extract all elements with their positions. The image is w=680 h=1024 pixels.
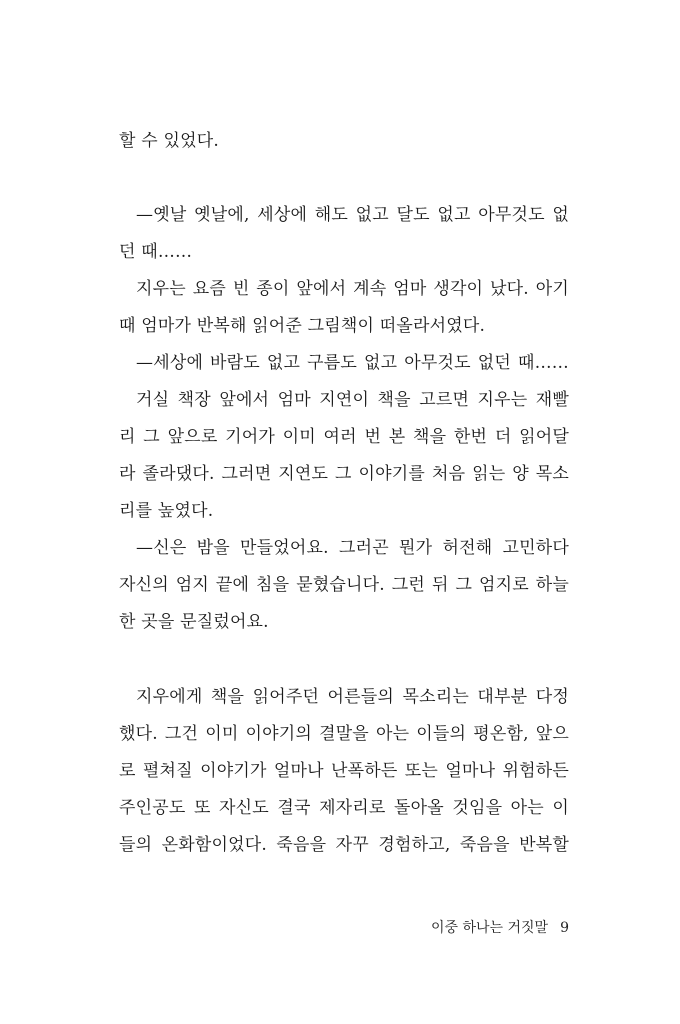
- text-line: 들의 온화함이었다. 죽음을 자꾸 경험하고, 죽음을 반복할: [119, 835, 569, 855]
- text-line: 했다. 그건 이미 이야기의 결말을 아는 이들의 평온함, 앞으: [119, 724, 569, 744]
- text-line: 주인공도 또 자신도 결국 제자리로 돌아올 것임을 아는 이: [119, 798, 569, 818]
- text-line: 로 펼쳐질 이야기가 얼마나 난폭하든 또는 얼마나 위험하든: [119, 761, 569, 781]
- text-line: 라 졸라댔다. 그러면 지연도 그 이야기를 처음 읽는 양 목소: [119, 464, 569, 484]
- text-line: 리 그 앞으로 기어가 이미 여러 번 본 책을 한번 더 읽어달: [119, 427, 569, 447]
- text-line: 지우는 요즘 빈 종이 앞에서 계속 엄마 생각이 났다. 아기: [136, 279, 569, 299]
- text-line: —옛날 옛날에, 세상에 해도 없고 달도 없고 아무것도 없: [136, 205, 569, 225]
- text-line: 거실 책장 앞에서 엄마 지연이 책을 고르면 지우는 재빨: [136, 390, 569, 410]
- running-title: 이중 하나는 거짓말: [430, 920, 549, 936]
- text-line: 지우에게 책을 읽어주던 어른들의 목소리는 대부분 다정: [136, 687, 569, 707]
- text-line: —세상에 바람도 없고 구름도 없고 아무것도 없던 때……: [136, 353, 569, 373]
- text-line: 던 때……: [119, 242, 193, 262]
- text-line: 때 엄마가 반복해 읽어준 그림책이 떠올라서였다.: [119, 316, 486, 336]
- text-line: 할 수 있었다.: [119, 131, 219, 151]
- text-line: 한 곳을 문질렀어요.: [119, 612, 269, 632]
- page-number: 9: [560, 920, 569, 936]
- text-line: —신은 밤을 만들었어요. 그러곤 뭔가 허전해 고민하다: [136, 538, 569, 558]
- text-line: 자신의 엄지 끝에 침을 묻혔습니다. 그런 뒤 그 엄지로 하늘: [119, 575, 569, 595]
- text-line: 리를 높였다.: [119, 501, 214, 521]
- page-footer: [431, 918, 569, 938]
